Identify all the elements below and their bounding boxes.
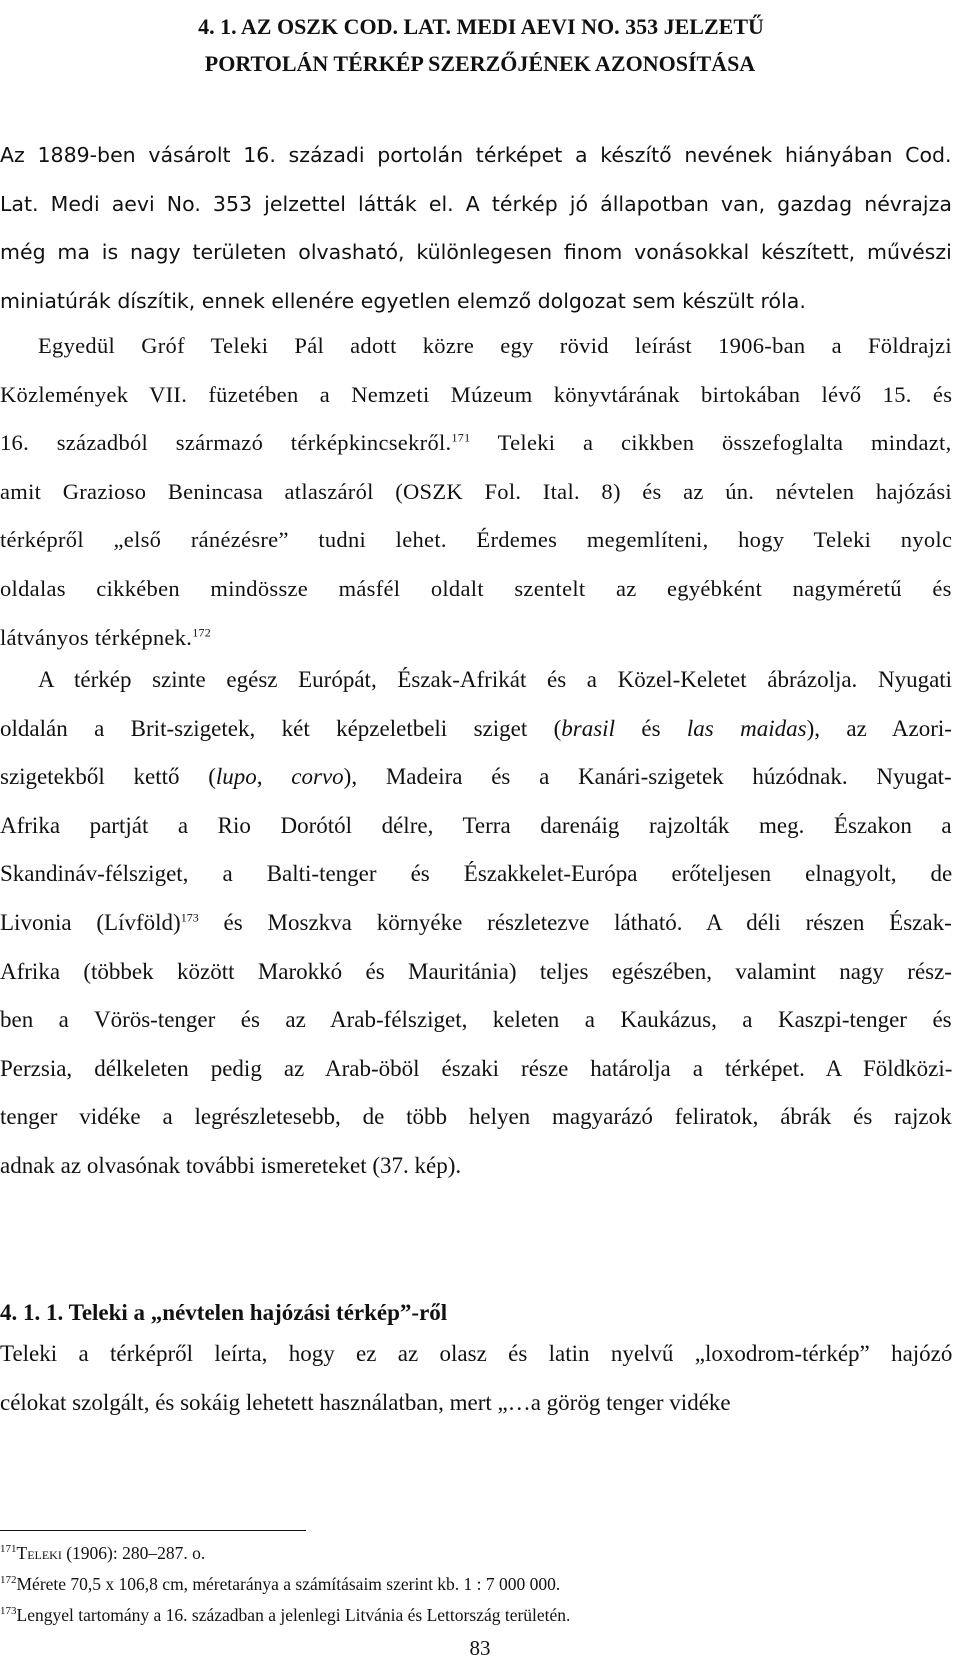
footnote-171 xyxy=(0,1538,570,1569)
place-name-corvo: corvo xyxy=(291,764,344,790)
footnote-number: 171 xyxy=(0,1543,17,1556)
paragraph-3-text: , xyxy=(256,764,292,790)
paragraph-3-line: Skandináv-félsziget, a Balti-tenger és Északkelet-Európa erőteljesen elnagyolt, de xyxy=(0,861,953,887)
paragraph-2 xyxy=(0,322,952,662)
paragraph-2-text: 16. századból származó térképkincsekről. xyxy=(0,430,452,456)
paragraph-3-line: A térkép szinte egész Európát, Észak-Afrikát és a Közel-Keletet ábrázolja. Nyugati xyxy=(38,667,953,692)
paragraph-4 xyxy=(0,1330,952,1427)
paragraph-3-text: és xyxy=(614,715,687,741)
paragraph-1-line: még ma is nagy területen olvasható, különlegesen finom vonásokkal készített, művészi xyxy=(0,240,952,265)
footnote-ref-172: 172 xyxy=(192,625,212,640)
paragraph-3-text: szigetekből kettő ( xyxy=(0,764,216,790)
paragraph-2-line: amit Grazioso Benincasa atlaszáról (OSZK Fol. Ital. 8) és az ún. névtelen hajózási xyxy=(0,478,952,504)
chapter-heading-line-1: 4. 1. AZ OSZK COD. LAT. MEDI AEVI NO. 353 JELZETŰ xyxy=(198,14,764,39)
paragraph-2-line: Egyedül Gróf Teleki Pál adott közre egy rövid leírást 1906-ban a Földrajzi xyxy=(38,333,952,358)
place-name-las-maidas: las maidas xyxy=(686,715,807,741)
footnote-number: 172 xyxy=(0,1574,17,1587)
paragraph-3-text: oldalán a Brit-szigetek, két képzeletbeli sziget ( xyxy=(0,715,562,741)
paragraph-3-text: ), Madeira és a Kanári-szigetek húzódnak. Nyugat- xyxy=(343,764,952,790)
paragraph-3-text: és Moszkva környéke részletezve látható. A déli részen Észak- xyxy=(198,909,952,935)
footnote-text: Lengyel tartomány a 16. században a jelenlegi Litvánia és Lettország területén. xyxy=(16,1605,571,1625)
paragraph-2-line xyxy=(0,419,952,468)
paragraph-2-line: térképről „első ránézésre” tudni lehet. Érdemes megemlíteni, hogy Teleki nyolc xyxy=(0,527,953,553)
paragraph-4-line: Teleki a térképről leírta, hogy ez az olasz és latin nyelvű „loxodrom-térkép” hajózó xyxy=(0,1341,953,1366)
paragraph-1-line: miniatúrák díszítik, ennek ellenére egyetlen elemző dolgozat sem készült róla. xyxy=(0,288,806,313)
paragraph-3-line xyxy=(0,705,952,754)
paragraph-1-line: Lat. Medi aevi No. 353 jelzettel látták el. A térkép jó állapotban van, gazdag névrajza xyxy=(0,191,952,216)
paragraph-2-line: Közlemények VII. füzetében a Nemzeti Múzeum könyvtárának birtokában lévő 15. és xyxy=(0,381,953,407)
paragraph-1-line: Az 1889-ben vásárolt 16. századi portolán térképet a készítő nevének hiányában Cod. xyxy=(0,143,952,167)
footnote-text: Mérete 70,5 x 106,8 cm, méretaránya a számításaim szerint kb. 1 : 7 000 000. xyxy=(16,1574,561,1594)
paragraph-3-line xyxy=(0,753,952,802)
page-number: 83 xyxy=(469,1636,491,1660)
footnote-separator xyxy=(0,1530,306,1531)
paragraph-1 xyxy=(0,131,952,325)
paragraph-3-line: tenger vidéke a legrészletesebb, de több helyen magyarázó feliratok, ábrák és rajzok xyxy=(0,1104,952,1130)
paragraph-2-text: látványos térképnek. xyxy=(0,624,193,650)
paragraph-3-line: Perzsia, délkeleten pedig az Arab-öböl északi része határolja a térképet. A Földközi- xyxy=(0,1055,953,1081)
footnote-173 xyxy=(0,1600,570,1631)
section-subheading: 4. 1. 1. Teleki a „névtelen hajózási térkép”-ről xyxy=(0,1300,448,1325)
footnote-172 xyxy=(0,1569,570,1600)
paragraph-2-line: oldalas cikkében mindössze másfél oldalt szentelt az egyébként nagyméretű és xyxy=(0,575,952,601)
footnote-text: (1906): 280–287. o. xyxy=(61,1543,206,1563)
footnote-author: Teleki xyxy=(16,1543,62,1563)
chapter-heading-line-2: PORTOLÁN TÉRKÉP SZERZŐJÉNEK AZONOSÍTÁSA xyxy=(204,51,756,76)
paragraph-3 xyxy=(0,656,952,1191)
place-name-brasil: brasil xyxy=(561,715,615,741)
paragraph-4-line: célokat szolgált, és sokáig lehetett használatban, mert „…a görög tenger vidéke xyxy=(0,1389,731,1415)
paragraph-3-line: ben a Vörös-tenger és az Arab-félsziget, keleten a Kaukázus, a Kaszpi-tenger és xyxy=(0,1007,952,1033)
footnote-ref-173: 173 xyxy=(180,910,199,925)
footnote-number: 173 xyxy=(0,1605,17,1618)
footnote-ref-171: 171 xyxy=(451,430,471,445)
paragraph-3-text: ), az Azori- xyxy=(806,715,952,741)
paragraph-3-line xyxy=(0,899,952,948)
paragraph-2-line xyxy=(0,614,952,663)
footnotes xyxy=(0,1538,570,1631)
paragraph-3-text: Livonia (Lívföld) xyxy=(0,909,181,935)
paragraph-2-text: Teleki a cikkben összefoglalta mindazt, xyxy=(470,430,952,456)
place-name-lupo: lupo xyxy=(215,764,257,790)
paragraph-3-line: Afrika (többek között Marokkó és Mauritánia) teljes egészében, valamint nagy rész- xyxy=(0,958,952,984)
paragraph-3-line: adnak az olvasónak további ismereteket (37. kép). xyxy=(0,1152,462,1178)
paragraph-3-line: Afrika partját a Rio Dorótól délre, Terra darenáig rajzolták meg. Északon a xyxy=(0,812,952,838)
